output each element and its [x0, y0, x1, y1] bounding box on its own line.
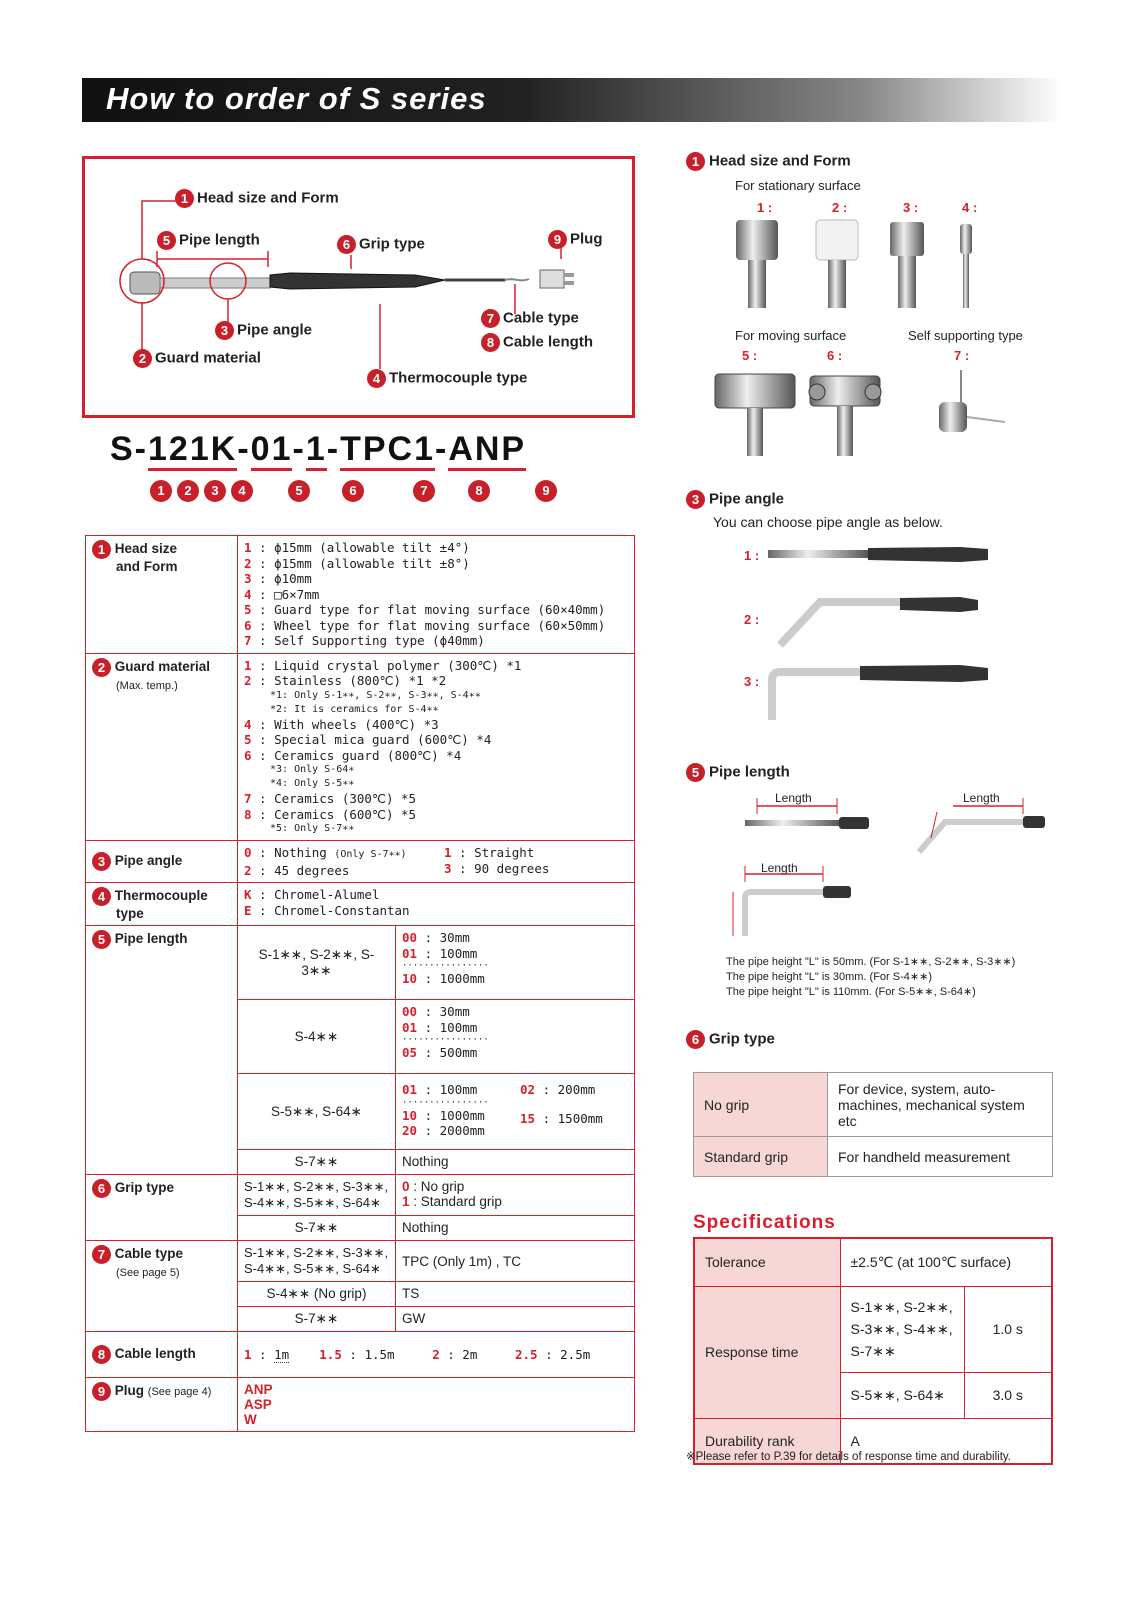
key-9-icon: 9: [535, 480, 557, 502]
row-pipe-length-3: S-5∗∗, S-64∗ 01 : 100mm ················ 10 : 1000mm 20 : 2000mm 02 : 200mm 15 : 1500mm: [86, 1074, 635, 1150]
length-label-1: Length: [775, 791, 812, 805]
label-cable-length: 8 Cable length: [481, 333, 593, 352]
num-8-icon: 8: [481, 333, 500, 352]
num-1-icon: 1: [175, 189, 194, 208]
label-pipe-angle: 3 Pipe angle: [215, 321, 312, 340]
moving-heads-image: [705, 362, 1015, 457]
num-7-icon: 7: [481, 309, 500, 328]
label-thermocouple: 4 Thermocouple type: [367, 369, 527, 388]
label-head: 1 Head size and Form: [175, 189, 339, 208]
num-3-icon: 3: [215, 321, 234, 340]
title-banner: [82, 78, 1062, 122]
grip-table: [693, 1072, 1053, 1177]
row-pipe-length-1: 5 Pipe length S-1∗∗, S-2∗∗, S-3∗∗ 00 : 30mm 01 : 100mm ················ 10 : 1000mm: [86, 926, 635, 1000]
row-thermocouple: 4 Thermocouple type K : Chromel-Alumel E : Chromel-Constantan: [86, 883, 635, 926]
page-title: How to order of S series: [106, 81, 487, 116]
label-pipe-length: 5 Pipe length: [157, 231, 260, 250]
pipe-length-image: [705, 786, 1045, 946]
key-6-icon: 6: [342, 480, 364, 502]
row-cable-3: S-7∗∗ GW: [86, 1307, 635, 1332]
probe-illustration: [85, 159, 632, 415]
num-5-icon: 5: [157, 231, 176, 250]
row-pipe-length-2: S-4∗∗ 00 : 30mm 01 : 100mm ················ 05 : 500mm: [86, 1000, 635, 1074]
key-1-icon: 1: [150, 480, 172, 502]
key-5-icon: 5: [288, 480, 310, 502]
key-4-icon: 4: [231, 480, 253, 502]
self-supporting-label: Self supporting type: [908, 328, 1023, 343]
ordering-table: [85, 535, 635, 1432]
row-guard: 2 Guard material (Max. temp.) 1 : Liquid crystal polymer (300℃) *1 2 : Stainless (800℃) *1 *2 *1: Only S-1∗∗, S-2∗∗, S-3∗∗, S-4∗∗ *2: It is ceramics for S-4∗∗ 4 : With wheels (400℃) *3 5 : Special mica guard (600℃) *4 6 : Ceramics guard (800℃) *4 *3: Only S-64∗ *4: Only S-5∗∗ 7 : Ceramics (300℃) *5 8 : Ceramics (600℃) *5 *5: Only S-7∗∗: [86, 653, 635, 841]
length-section-title: 5 Pipe length: [686, 763, 790, 782]
grip-row: No grip For device, system, auto-machines, mechanical system etc: [694, 1073, 1053, 1137]
row-cable-1: 7 Cable type (See page 5) S-1∗∗, S-2∗∗, S-3∗∗, S-4∗∗, S-5∗∗, S-64∗ TPC (Only 1m) , TC: [86, 1241, 635, 1282]
specifications-table: [693, 1237, 1053, 1465]
row-cable-length: 8 Cable length 1 : 1m 1.5 : 1.5m 2 : 2m 2.5 : 2.5m: [86, 1332, 635, 1378]
key-3-icon: 3: [204, 480, 226, 502]
row-head: 1 Head size and Form 1 : ϕ15mm (allowable tilt ±4°) 2 : ϕ15mm (allowable tilt ±8°) 3 : ϕ10mm 4 : □6×7mm 5 : Guard type for flat moving surface (60×40mm) 6 : Wheel type for flat moving surface (60×50mm) 7 : Self Supporting type (ϕ40mm): [86, 536, 635, 654]
row-grip-2: S-7∗∗ Nothing: [86, 1216, 635, 1241]
num-2-icon: 2: [133, 349, 152, 368]
length-label-2: Length: [963, 791, 1000, 805]
label-plug: 9 Plug: [548, 230, 603, 249]
spec-row-durability: Durability rank A: [694, 1418, 1052, 1464]
length-label-3: Length: [761, 861, 798, 875]
label-grip: 6 Grip type: [337, 235, 425, 254]
key-8-icon: 8: [468, 480, 490, 502]
label-cable-type: 7 Cable type: [481, 309, 579, 328]
num-6-icon: 6: [337, 235, 356, 254]
head-section-title: 1 Head size and Form: [686, 152, 851, 171]
stationary-heads-image: [730, 216, 990, 308]
angle-desc: You can choose pipe angle as below.: [713, 514, 943, 530]
key-7-icon: 7: [413, 480, 435, 502]
num-9-icon: 9: [548, 230, 567, 249]
probe-diagram: [82, 156, 635, 418]
footnote: ※Please refer to P.39 for details of response time and durability.: [686, 1451, 1011, 1463]
angle-section-title: 3 Pipe angle: [686, 490, 784, 509]
label-guard: 2 Guard material: [133, 349, 261, 368]
moving-label: For moving surface: [735, 328, 847, 343]
row-plug: 9 Plug (See page 4) ANP ASP W: [86, 1378, 635, 1432]
row-cable-2: S-4∗∗ (No grip) TS: [86, 1282, 635, 1307]
spec-row-response-2: S-5∗∗, S-64∗ 3.0 s: [694, 1372, 1052, 1418]
grip-row: Standard grip For handheld measurement: [694, 1137, 1053, 1177]
spec-row-tolerance: Tolerance ±2.5℃ (at 100℃ surface): [694, 1238, 1052, 1286]
part-number: S-121K-01-1-TPC1-ANP: [110, 430, 526, 469]
row-pipe-length-4: S-7∗∗ Nothing: [86, 1150, 635, 1175]
stationary-label: For stationary surface: [735, 178, 861, 193]
specifications-title: Specifications: [693, 1212, 836, 1233]
row-grip-1: 6 Grip type S-1∗∗, S-2∗∗, S-3∗∗, S-4∗∗, S-5∗∗, S-64∗ 0 : No grip 1 : Standard grip: [86, 1175, 635, 1216]
pipe-angle-image: [760, 540, 995, 740]
row-angle: 3 Pipe angle 0 : Nothing (Only S-7∗∗) 2 : 45 degrees 1 : Straight 3 : 90 degrees: [86, 841, 635, 883]
num-4-icon: 4: [367, 369, 386, 388]
pipe-height-notes: The pipe height "L" is 50mm. (For S-1∗∗, S-2∗∗, S-3∗∗) The pipe height "L" is 30mm. (For S-4∗∗) The pipe height "L" is 110mm. (For S-5∗∗, S-64∗): [726, 956, 1016, 998]
grip-section-title: 6 Grip type: [686, 1030, 775, 1049]
part-number-keys: [150, 480, 590, 504]
key-2-icon: 2: [177, 480, 199, 502]
spec-row-response-1: Response time S-1∗∗, S-2∗∗, S-3∗∗, S-4∗∗, S-7∗∗ 1.0 s: [694, 1286, 1052, 1372]
